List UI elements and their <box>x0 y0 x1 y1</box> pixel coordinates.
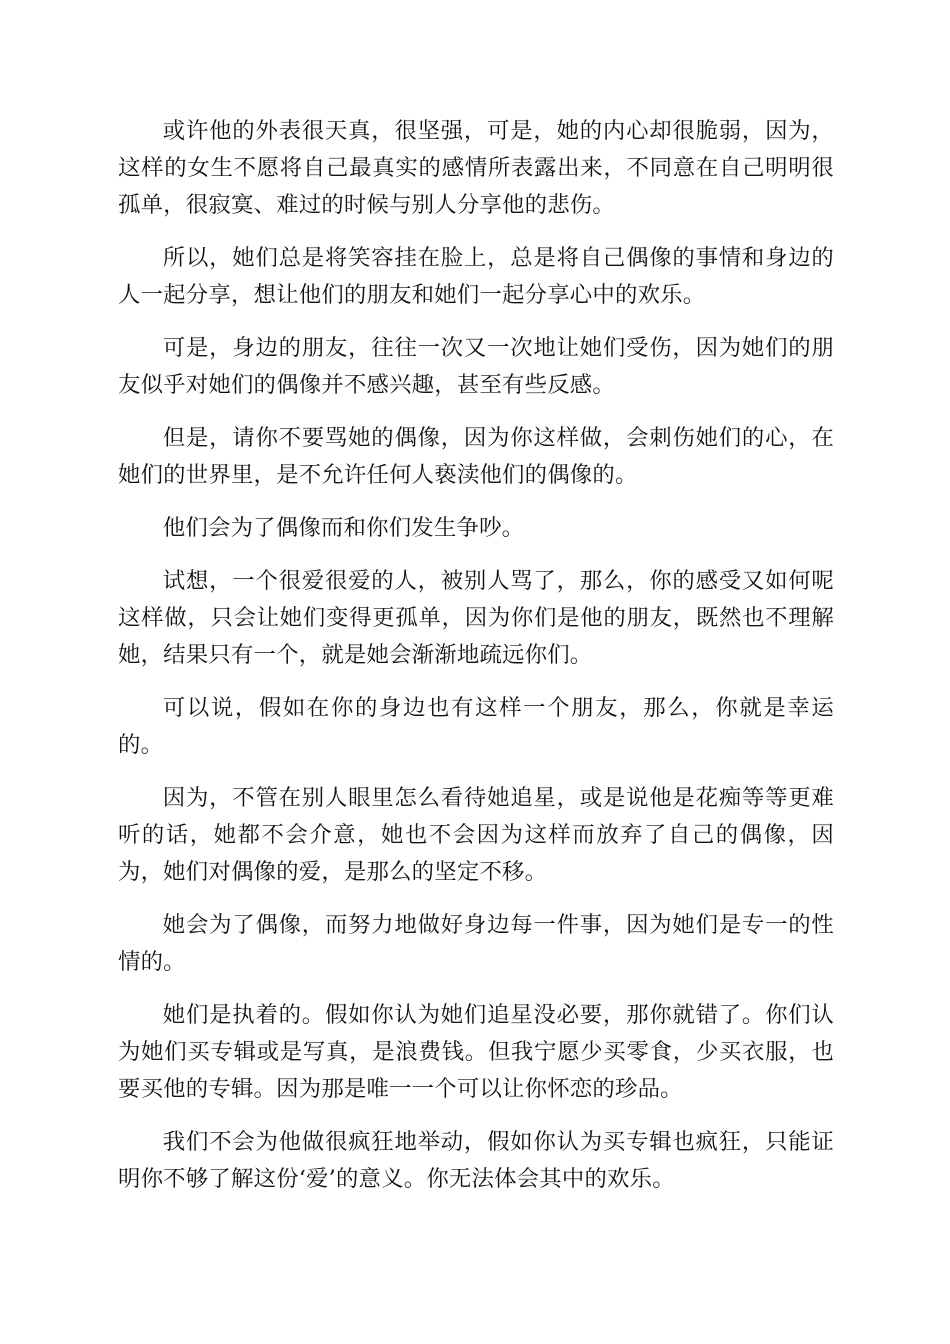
paragraph: 所以，她们总是将笑容挂在脸上，总是将自己偶像的事情和身边的人一起分享，想让他们的朋友和她们一起分享心中的欢乐。 <box>118 245 834 308</box>
paragraph: 因为，不管在别人眼里怎么看待她追星，或是说他是花痴等等更难听的话，她都不会介意，她也不会因为这样而放弃了自己的偶像，因为，她们对偶像的爱，是那么的坚定不移。 <box>118 785 834 885</box>
paragraph: 或许他的外表很天真，很坚强，可是，她的内心却很脆弱，因为，这样的女生不愿将自己最真实的感情所表露出来，不同意在自己明明很孤单，很寂寞、难过的时候与别人分享他的悲伤。 <box>118 118 834 218</box>
paragraph: 但是，请你不要骂她的偶像，因为你这样做，会刺伤她们的心，在她们的世界里，是不允许任何人亵渎他们的偶像的。 <box>118 425 834 488</box>
paragraph: 他们会为了偶像而和你们发生争吵。 <box>162 515 525 541</box>
paragraph: 试想，一个很爱很爱的人，被别人骂了，那么，你的感受又如何呢这样做，只会让她们变得更孤单，因为你们是他的朋友，既然也不理解她，结果只有一个，就是她会渐渐地疏远你们。 <box>118 568 834 668</box>
paragraph: 她们是执着的。假如你认为她们追星没必要，那你就错了。你们认为她们买专辑或是写真，是浪费钱。但我宁愿少买零食，少买衣服，也要买他的专辑。因为那是唯一一个可以让你怀恋的珍品。 <box>118 1002 834 1102</box>
paragraph: 我们不会为他做很疯狂地举动，假如你认为买专辑也疯狂，只能证明你不够了解这份‘爱’的意义。你无法体会其中的欢乐。 <box>118 1129 834 1192</box>
document-body <box>118 113 834 1214</box>
paragraph: 可是，身边的朋友，往往一次又一次地让她们受伤，因为她们的朋友似乎对她们的偶像并不感兴趣，甚至有些反感。 <box>118 335 834 398</box>
paragraph: 可以说，假如在你的身边也有这样一个朋友，那么，你就是幸运的。 <box>118 695 834 758</box>
paragraph: 她会为了偶像，而努力地做好身边每一件事，因为她们是专一的性情的。 <box>118 912 834 975</box>
